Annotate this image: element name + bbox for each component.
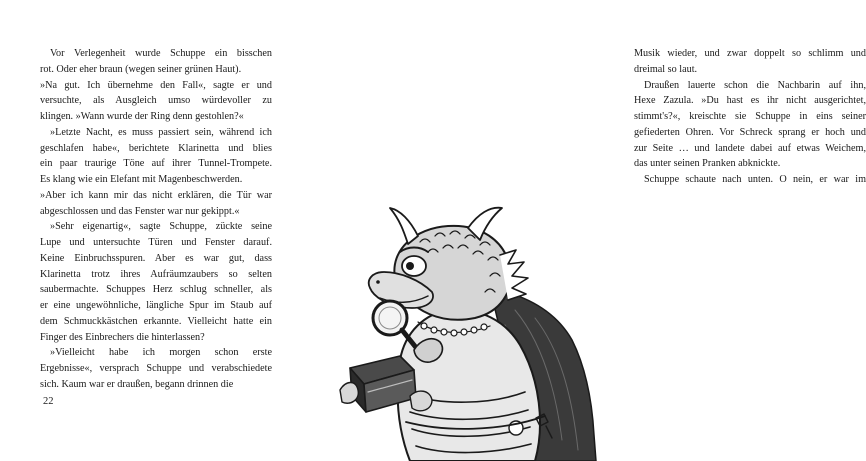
text-line: saubermachte. Schuppes Herz schlug schneller, als (40, 284, 272, 296)
text-line: »Sehr eigenartig«, sagte Schuppe, zückte seine (50, 221, 272, 233)
text-line: stimmt's?«, kreischte sie Schuppe in eins seiner (634, 111, 866, 122)
text-line: klingen. »Wann wurde der Ring denn gestohlen?« (40, 111, 244, 122)
text-line: ein paar traurige Töne auf ihrer Tunnel-Trompete. (40, 158, 272, 170)
text-line: Keine Einbruchsspuren. Aber es war gut, dass (40, 252, 272, 264)
text-line: Vor Verlegenheit wurde Schuppe ein bisschen (50, 48, 272, 59)
left-hand (340, 383, 358, 404)
nostril (376, 280, 380, 284)
dragon-pupil (406, 262, 414, 270)
text-line: rot. Oder eher braun (wegen seiner grünen Haut). (40, 63, 242, 75)
text-line: »Aber ich kann mir das nicht erklären, die Tür war (40, 189, 272, 201)
text-line: geschlafen habe«, berichtete Klarinetta und blies (40, 142, 272, 154)
right-hand (410, 391, 432, 411)
text-line: Finger des Einbrechers die hinterlassen? (40, 331, 205, 343)
text-line: Lupe und untersuchte Türen und Fenster darauf. (40, 237, 272, 248)
text-line: dreimal so laut. (634, 63, 698, 75)
text-line: Hexe Zazula. »Du hast es ihr nicht ausgerichtet, (634, 95, 866, 107)
right-page-text (634, 46, 866, 188)
text-line: das unter seinen Pranken abknickte. (634, 158, 781, 170)
text-line: »Letzte Nacht, es muss passiert sein, während ich (50, 126, 272, 138)
text-line: Klarinetta trotz ihres Aufräumzaubers so selten (40, 268, 272, 280)
text-line: Schuppe schaute nach unten. O nein, er war im (644, 174, 866, 185)
page-number: 22 (43, 396, 54, 407)
text-line: Ergebnisse«, versprach Schuppe und verabschiedete (40, 363, 272, 374)
text-line: »Na gut. Ich übernehme den Fall«, sagte er und (40, 79, 272, 91)
text-line: abgeschlossen und das Fenster war nur gekippt.« (40, 205, 240, 217)
dragon-illustration (340, 200, 598, 461)
text-line: dem Schmuckkästchen erkannte. Vielleicht hatte ein (40, 315, 272, 327)
text-line: zur Seite … und landete dabei auf etwas Weichem, (634, 142, 866, 154)
text-line: Musik wieder, und zwar doppelt so schlimm und (634, 48, 866, 59)
text-line: Draußen lauerte schon die Nachbarin auf ihn, (644, 79, 866, 91)
left-page (0, 0, 300, 461)
text-line: sich. Kaum war er draußen, begann drinnen die (40, 378, 234, 390)
text-line: »Vielleicht habe ich morgen schon erste (50, 347, 272, 359)
left-horn (390, 208, 418, 244)
text-line: er eine ungewöhnliche, längliche Spur im Staub auf (40, 300, 272, 311)
text-line: Es klang wie ein Elefant mit Magenbeschwerden. (40, 174, 243, 185)
text-line: versuchte, als Ausgleich umso würdevoller zu (40, 95, 272, 107)
text-line: gefiederten Ohren. Vor Schreck sprang er hoch und (634, 126, 866, 138)
left-page-text (40, 46, 272, 393)
